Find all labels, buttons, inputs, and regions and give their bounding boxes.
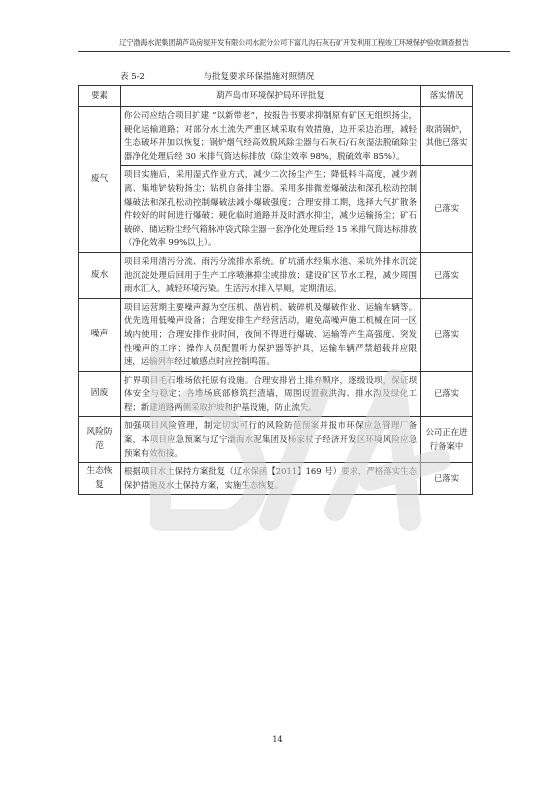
column-header-requirement: 葫芦岛市环境保护局环评批复	[121, 86, 421, 107]
row-status: 已落实	[421, 252, 473, 298]
measures-comparison-table	[78, 85, 473, 495]
row-requirement: 根据项目水土保持方案批复（辽水保函【2011】169 号）要求，严格落实生态保护措施及水土保持方案，实施生态恢复。	[121, 463, 421, 495]
table-row	[79, 463, 473, 495]
row-element: 废气	[79, 107, 121, 253]
row-requirement: 你公司应结合项目扩建 “以新带老”，按报告书要求抑制原有矿区无组织扬尘，硬化运输道路；对部分水土流失严重区域采取有效措施，边开采边治理，减轻生态破坏并加以恢复；锅炉烟气经高效脱风除尘器与石灰石/石灰湿法脱硫除尘器净化处理后经 30 米排气筒达标排放（除尘效率 98%，脱硫效率 85%）。	[121, 107, 421, 166]
table-number: 表 5-2	[120, 72, 145, 82]
row-requirement: 项目运营期主要噪声源为空压机、凿岩机、破碎机及爆破作业、运输车辆等。优先选用低噪声设备；合理安排生产经营活动，避免高噪声施工机械在同一区域内使用；合理安排作业时间，夜间不得进行爆破、运输等产生高强度、突发性噪声的工序；操作人员配置听力保护器等护具，运输车辆严禁超载并应限速，运输列车经过敏感点时应控制鸣笛。	[121, 298, 421, 371]
page-header: 辽宁渤海水泥集团葫芦岛房屋开发有限公司水泥分公司下富几沟石灰石矿开发利用工程竣工环境保护验收调查报告	[78, 38, 510, 52]
row-requirement: 扩界项目毛石堆场依托原有设施。合理安排岩土排弃顺序，逐级设坝，保证坝体安全与稳定；各堆场底部修筑拦渣墙，周围设置截洪沟、排水沟及绿化工程；新建道路两侧采取护坡和护基设施，防止流失。	[121, 371, 421, 417]
row-status: 已落实	[421, 371, 473, 417]
table-row	[79, 298, 473, 371]
row-element: 生态恢复	[79, 463, 121, 495]
column-header-status: 落实情况	[421, 86, 473, 107]
table-row	[79, 107, 473, 166]
row-element: 废水	[79, 252, 121, 298]
page-number: 14	[272, 735, 283, 744]
column-header-element: 要素	[79, 86, 121, 107]
row-element: 噪声	[79, 298, 121, 371]
row-element: 风险防范	[79, 417, 121, 463]
table-row	[79, 252, 473, 298]
row-status: 已落实	[421, 166, 473, 253]
row-status: 取消锅炉，其他已落实	[421, 107, 473, 166]
row-status: 已落实	[421, 298, 473, 371]
table-row	[79, 166, 473, 253]
table-title: 与批复要求环保措施对照情况	[203, 72, 315, 82]
row-requirement: 项目实施后，采用湿式作业方式，减少二次扬尘产生；降低料斗高度，减少剥离、集堆铲装粉扬尘；钻机自备排尘器。采用多排微差爆破法和深孔松动控制爆破法和深孔松动控制爆破法减小爆破强度；合理安排工期，选择大气扩散条件较好的时间进行爆破；硬化临时道路并及时洒水抑尘，减少运输扬尘；矿石破碎、储运粉尘经气箱脉冲袋式除尘器一套净化处理后经 15 米排气筒达标排放（净化效率 99%以上）。	[121, 166, 421, 253]
table-row	[79, 371, 473, 417]
table-header-row	[79, 86, 473, 107]
table-caption	[120, 70, 314, 82]
row-element: 固废	[79, 371, 121, 417]
table-row	[79, 417, 473, 463]
row-status: 已落实	[421, 463, 473, 495]
row-requirement: 加强项目风险管理，制定切实可行的风险防范预案并报市环保应急管理厂备案，本项目应急预案与辽宁渤海水泥集团及杨家杖子经济开发区环境风险应急预案有效衔接。	[121, 417, 421, 463]
row-requirement: 项目采用清污分流、雨污分流排水系统。矿坑涌水经集水池、采坑外排水沉淀池沉淀处理后回用于生产工序喷淋抑尘或排放；建设矿区节水工程，减少周围雨水汇入，减轻环境污染。生活污水排入旱厕，定期清运。	[121, 252, 421, 298]
row-status: 公司正在进行备案中	[421, 417, 473, 463]
